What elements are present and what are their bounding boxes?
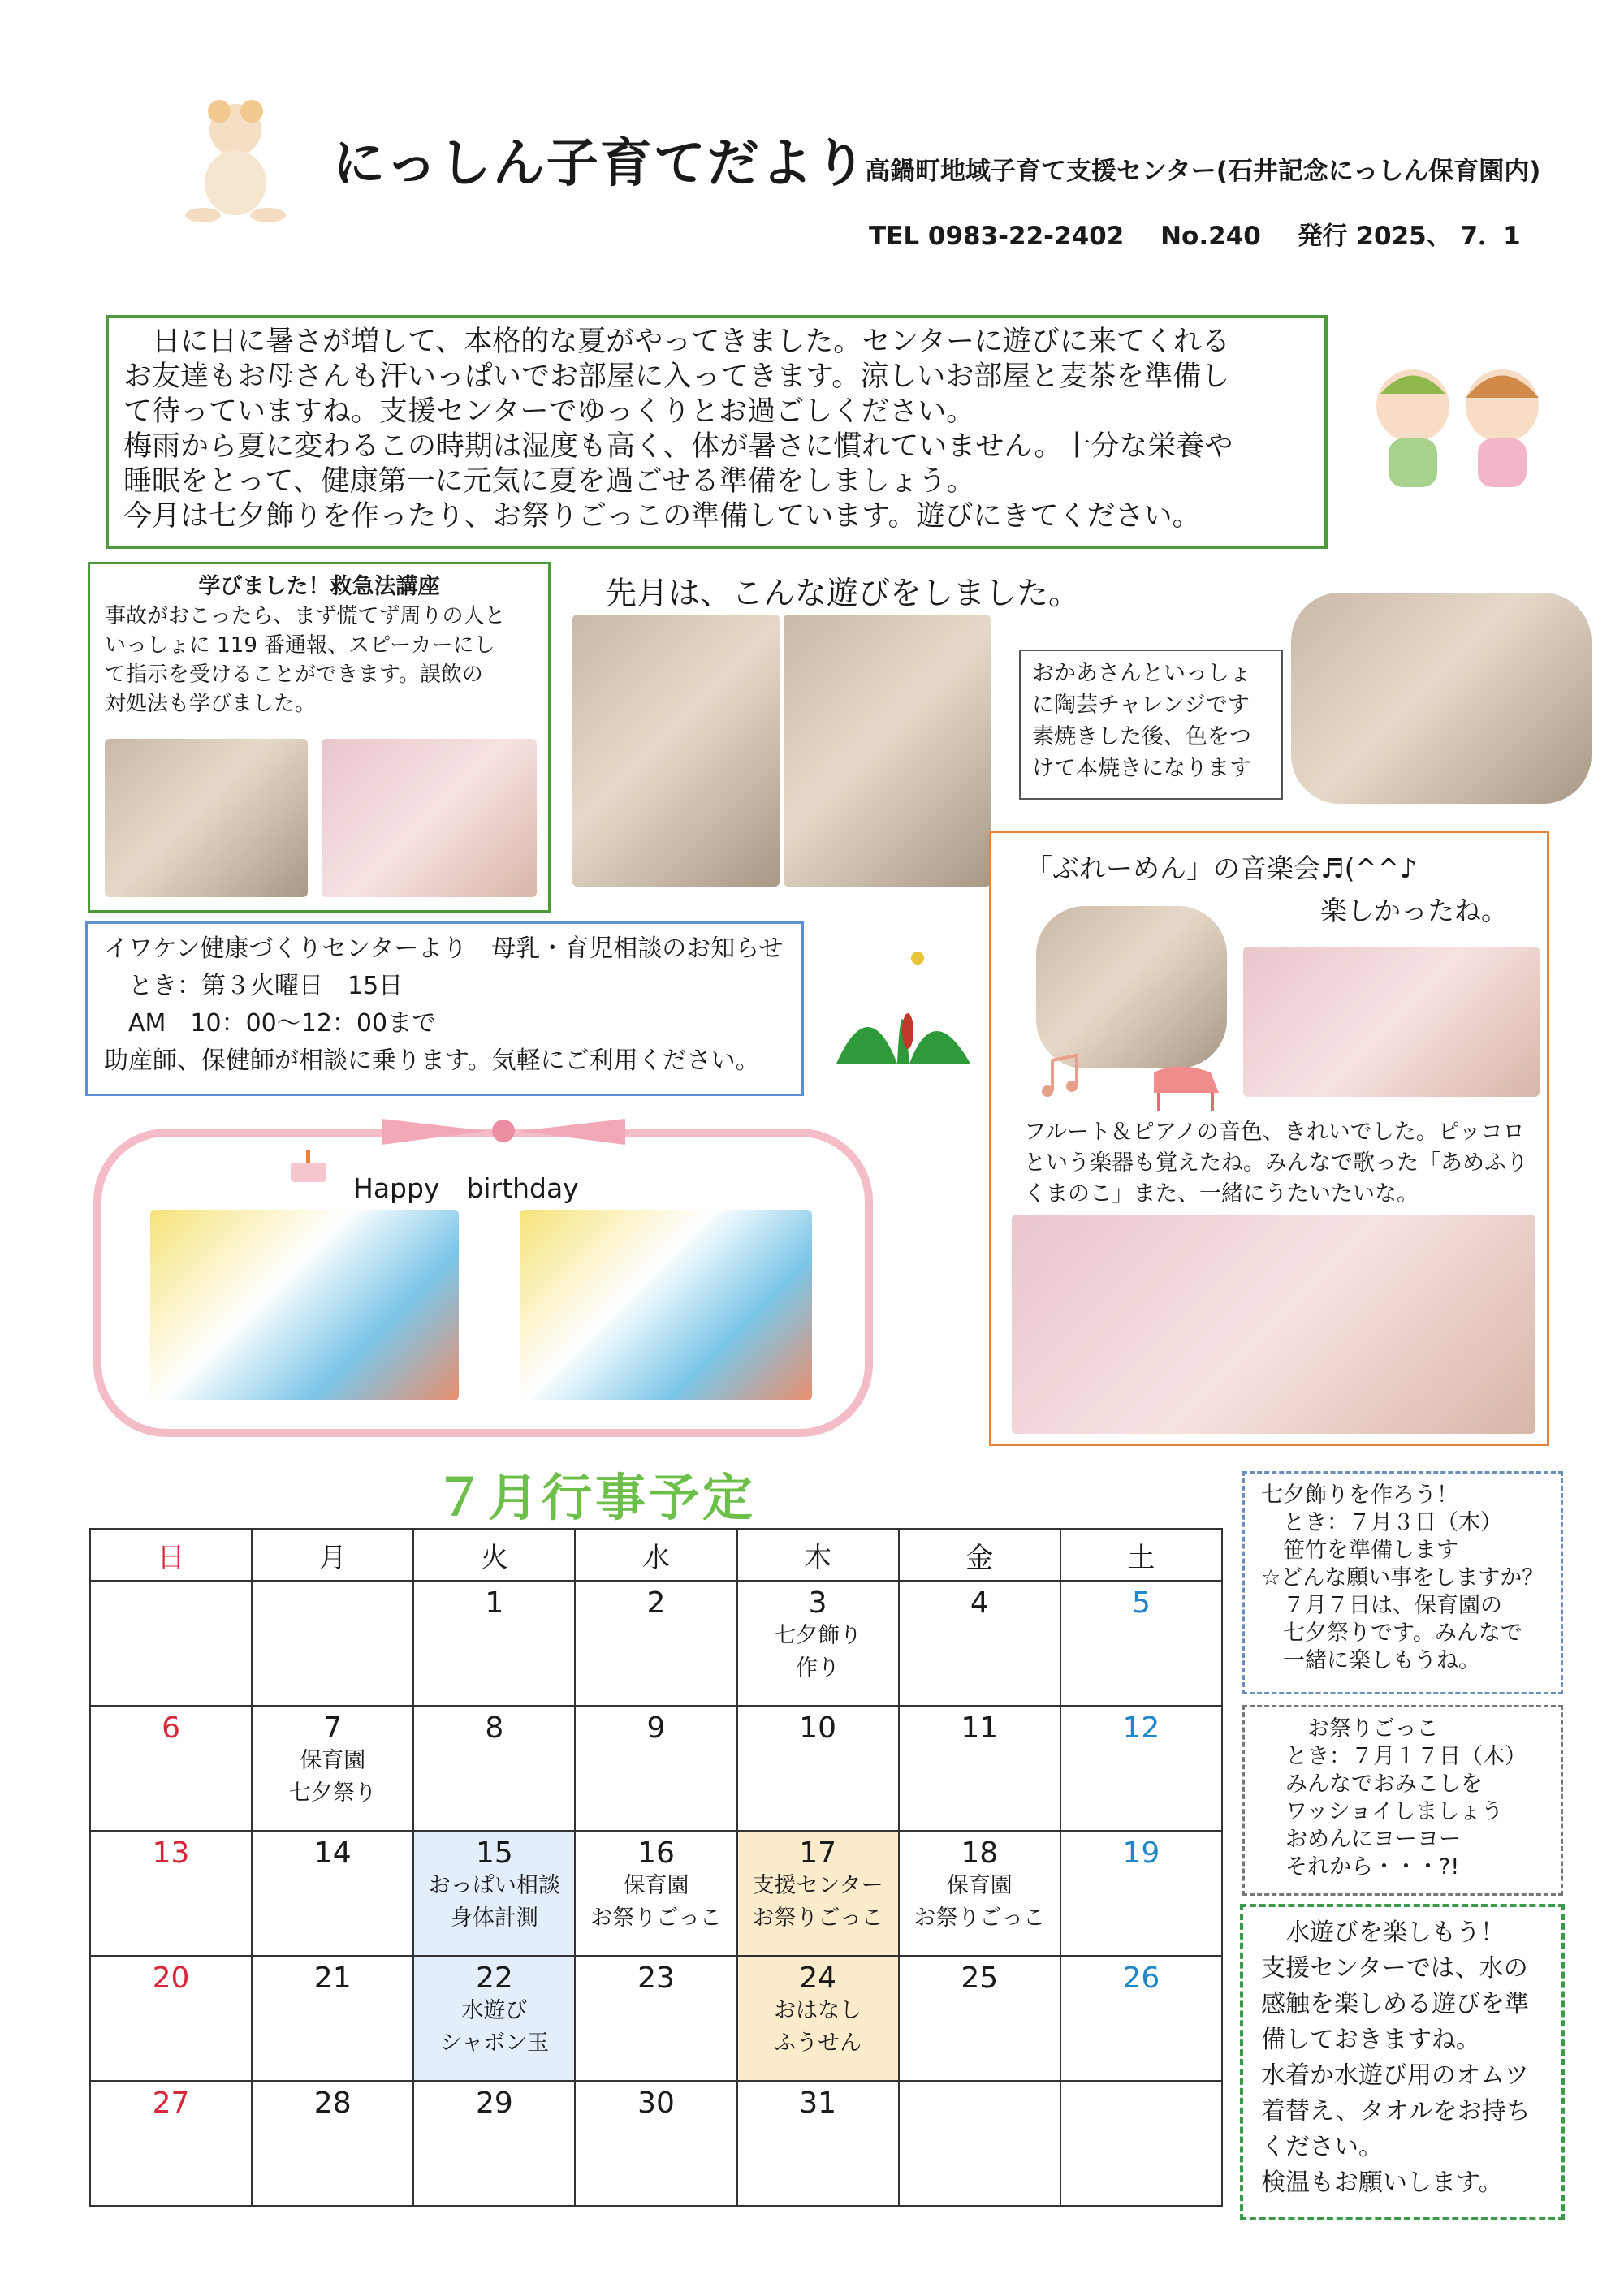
calendar-day-number: 31 [799, 2087, 837, 2120]
weekday-header: 金 [899, 1529, 1060, 1581]
calendar-day-number: 14 [313, 1836, 352, 1870]
pottery-caption-box [1019, 650, 1283, 800]
first-aid-text [105, 602, 533, 719]
weekday-header: 土 [1060, 1529, 1222, 1581]
calendar-day-number: 18 [961, 1836, 999, 1870]
calendar-day-cell [737, 1581, 899, 1706]
intro-line: て待っていますね。支援センターでゆっくりとお過ごしください。 [123, 395, 975, 428]
tanabata-line: とき：７月３日（木） [1261, 1510, 1502, 1535]
calendar-day-cell [90, 1831, 252, 1956]
water-line: ください。 [1261, 2133, 1383, 2161]
first-aid-photo-2 [322, 739, 537, 897]
water-line: 水遊びを楽しもう！ [1285, 1918, 1505, 1947]
calendar-event: シャボン玉 [439, 2031, 550, 2056]
intro-line: 睡眠をとって、健康第一に元気に夏を過ごせる準備をしましょう。 [123, 465, 975, 498]
calendar-day-cell [1060, 1831, 1222, 1956]
calendar-event: 水遊び [461, 1998, 528, 2023]
calendar-week-row [90, 2081, 1222, 2206]
calendar-day-number: 15 [475, 1836, 513, 1870]
calendar-day-number: 3 [808, 1586, 827, 1620]
contact-line [869, 215, 1548, 252]
intro-line: 梅雨から夏に変わるこの時期は湿度も高く、体が暑さに慣れていません。十分な栄養や [123, 430, 1233, 463]
consult-note: 助産師、保健師が相談に乗ります。気軽にご利用ください。 [104, 1047, 760, 1075]
consult-when: とき：第３火曜日 15日 [104, 972, 404, 1000]
concert-group-photo [1012, 1215, 1535, 1434]
calendar-day-cell [252, 1831, 413, 1956]
calendar-event: 作り [796, 1655, 840, 1681]
calendar-event: 七夕飾り [774, 1623, 862, 1648]
water-line: 着替え、タオルをお持ち [1261, 2097, 1531, 2126]
calendar-day-cell [899, 1831, 1060, 1956]
calendar-day-cell [1060, 1581, 1222, 1706]
calendar-event: お祭りごっこ [590, 1905, 722, 1931]
water-line: 備しておきますね。 [1261, 2026, 1480, 2054]
calendar-day-cell [737, 1706, 899, 1831]
handprint-photo-1 [572, 615, 780, 887]
concert-section [989, 831, 1549, 1446]
calendar-day-cell [1060, 2081, 1222, 2206]
piano-icon [1146, 1056, 1227, 1113]
tanabata-line: ☆どんな願い事をしますか？ [1261, 1565, 1544, 1590]
calendar-day-cell [575, 1581, 736, 1706]
calendar-day-number: 11 [961, 1711, 999, 1745]
calendar-event: ふうせん [774, 2031, 862, 2056]
weekday-header: 日 [90, 1529, 252, 1581]
calendar-day-cell [575, 2081, 736, 2206]
pottery-line: に陶芸チャレンジです [1032, 693, 1250, 718]
calendar-day-number: 8 [485, 1711, 504, 1745]
tanabata-line: 笹竹を準備します [1261, 1538, 1458, 1563]
calendar-day-number: 21 [313, 1962, 352, 1995]
birthday-photo-2 [520, 1210, 812, 1400]
intro-message-box [106, 315, 1328, 549]
calendar-week-row [90, 1581, 1222, 1706]
concert-line: という楽器も覚えたね。みんなで歌った「あめふり [1024, 1150, 1528, 1176]
concert-line: くまのこ」また、一緒にうたいたいな。 [1024, 1181, 1419, 1206]
first-aid-line: いっしょに 119 番通報、スピーカーにし [105, 633, 495, 658]
calendar-day-cell [90, 1581, 252, 1706]
concert-photo-1 [1036, 906, 1227, 1068]
calendar-day-cell [737, 1831, 899, 1956]
calendar-day-number: 23 [637, 1962, 675, 1995]
festival-line: おめんにヨーヨー [1285, 1827, 1461, 1852]
calendar-event: お祭りごっこ [752, 1905, 883, 1931]
festival-line: お祭りごっこ [1285, 1716, 1439, 1741]
intro-line: 日に日に暑さが増して、本格的な夏がやってきました。センターに遊びに来てくれる [123, 326, 1230, 358]
calendar-day-cell [737, 1956, 899, 2081]
calendar-day-number: 1 [485, 1586, 504, 1620]
pottery-photo [1291, 593, 1592, 804]
calendar-day-cell [899, 1956, 1060, 2081]
calendar-day-cell [90, 1706, 252, 1831]
first-aid-line: 事故がおこったら、まず慌てず周りの人と [105, 604, 506, 628]
weekday-header: 火 [413, 1529, 575, 1581]
first-aid-section [88, 562, 551, 913]
calendar-day-number: 25 [961, 1962, 999, 1995]
ribbon-bow-icon [382, 1111, 625, 1151]
calendar-day-cell [252, 2081, 413, 2206]
water-line: 支援センターでは、水の [1261, 1954, 1528, 1983]
tanabata-info-box [1242, 1471, 1563, 1694]
calendar-event: 支援センター [752, 1873, 883, 1898]
concert-line: フルート＆ピアノの音色、きれいでした。ピッコロ [1024, 1120, 1525, 1145]
calendar-day-number: 10 [799, 1711, 837, 1745]
concert-text [1024, 1117, 1544, 1210]
calendar-day-cell [90, 2081, 252, 2206]
calendar-day-cell [413, 1581, 575, 1706]
first-aid-title: 学びました！救急法講座 [198, 574, 440, 599]
concert-photo-2 [1243, 947, 1540, 1097]
pottery-line: 素焼きした後、色をつ [1032, 724, 1251, 749]
consult-title: イワケン健康づくりセンターより 母乳・育児相談のお知らせ [104, 934, 784, 963]
festival-info-box [1242, 1705, 1563, 1896]
first-aid-line: て指示を受けることができます。誤飲の [105, 662, 483, 687]
calendar-day-number: 28 [313, 2087, 352, 2120]
calendar-day-number: 17 [799, 1836, 837, 1870]
calendar-day-cell [413, 1831, 575, 1956]
birthday-label: Happy birthday [353, 1172, 579, 1204]
weekday-header: 水 [575, 1529, 736, 1581]
calendar-day-number: 16 [637, 1836, 675, 1870]
calendar-day-number: 6 [162, 1711, 181, 1745]
calendar-day-cell [737, 2081, 899, 2206]
water-line: 感触を楽しめる遊びを準 [1261, 1990, 1529, 2018]
water-line: 水着か水遊び用のオムツ [1261, 2061, 1529, 2090]
festival-line: それから・・・?! [1285, 1854, 1460, 1880]
festival-line: ワッショイしましょう [1285, 1799, 1504, 1824]
calendar-event: おはなし [774, 1998, 862, 2023]
calendar-week-row [90, 1831, 1222, 1956]
calendar-day-number: 27 [152, 2087, 190, 2120]
calendar-day-cell [413, 2081, 575, 2206]
calendar-day-cell [413, 1956, 575, 2081]
festival-line: みんなでおみこしを [1285, 1772, 1483, 1797]
water-line: 検温もお願いします。 [1261, 2169, 1503, 2197]
calendar-event: 保育園 [623, 1873, 689, 1898]
calendar-day-cell [575, 1831, 736, 1956]
baby-mascot-illustration [175, 93, 296, 223]
calendar-event: お祭りごっこ [914, 1905, 1045, 1931]
breastfeeding-consultation-box [85, 921, 804, 1096]
calendar-day-cell [899, 2081, 1060, 2206]
weekday-header: 木 [737, 1529, 899, 1581]
first-aid-line: 対処法も学びました。 [105, 692, 317, 716]
july-calendar [89, 1528, 1223, 2207]
calendar-week-row [90, 1956, 1222, 2081]
phone-number: TEL 0983-22-2402 [869, 222, 1125, 251]
handprint-photo-2 [784, 615, 991, 887]
consult-time: AM 10：00～12：00まで [104, 1009, 437, 1038]
calendar-event: 七夕祭り [288, 1780, 377, 1806]
calendar-day-cell [252, 1706, 413, 1831]
last-month-heading: 先月は、こんな遊びをしました。 [605, 576, 1081, 612]
calendar-day-cell [1060, 1956, 1222, 2081]
calendar-day-number: 20 [152, 1962, 190, 1995]
concert-subtitle: 楽しかったね。 [1320, 895, 1508, 926]
calendar-event: 保育園 [300, 1748, 366, 1773]
calendar-day-number: 7 [323, 1711, 343, 1745]
calendar-day-number: 2 [646, 1586, 666, 1620]
calendar-day-number: 26 [1122, 1962, 1160, 1995]
issue-number: No.240 [1160, 222, 1261, 251]
festival-line: とき：７月１７日（木） [1285, 1744, 1527, 1769]
calendar-day-number: 4 [970, 1586, 989, 1620]
first-aid-photo-1 [105, 739, 308, 897]
grass-firefly-illustration [820, 942, 983, 1072]
tanabata-line: 七夕飾りを作ろう！ [1261, 1482, 1458, 1508]
music-note-icon [1036, 1052, 1085, 1101]
water-play-info-box [1240, 1904, 1565, 2220]
tanabata-line: 一緒に楽しもうね。 [1261, 1648, 1480, 1673]
pottery-line: おかあさんといっしょ [1032, 661, 1251, 686]
pottery-line: けて本焼きになります [1032, 756, 1251, 781]
calendar-day-cell [90, 1956, 252, 2081]
birthday-photo-1 [150, 1210, 459, 1400]
calendar-day-number: 13 [152, 1836, 190, 1870]
calendar-day-cell [899, 1706, 1060, 1831]
calendar-event: おっぱい相談 [428, 1873, 560, 1898]
concert-title: 「ぶれーめん」の音楽会♬(^^♪ [1026, 852, 1417, 884]
calendar-day-number: 30 [637, 2087, 675, 2120]
calendar-day-number: 19 [1122, 1836, 1160, 1870]
intro-line: お友達もお母さんも汗いっぱいでお部屋に入ってきます。涼しいお部屋と麦茶を準備し [123, 360, 1230, 393]
calendar-day-number: 9 [646, 1711, 666, 1745]
calendar-day-cell [575, 1706, 736, 1831]
calendar-day-number: 24 [799, 1962, 837, 1995]
tanabata-line: ７月７日は、保育園の [1261, 1593, 1502, 1618]
organization-name: 高鍋町地域子育て支援センター(石井記念にっしん保育園内) [865, 157, 1541, 186]
calendar-day-cell [1060, 1706, 1222, 1831]
tanabata-line: 七夕祭りです。みんなで [1261, 1621, 1522, 1646]
newsletter-title: にっしん子育てだより [333, 134, 868, 194]
two-children-illustration [1352, 349, 1563, 503]
calendar-day-cell [575, 1956, 736, 2081]
weekday-header: 月 [252, 1529, 413, 1581]
calendar-day-cell [899, 1581, 1060, 1706]
issue-date: 発行 2025、 7．1 [1297, 222, 1521, 251]
calendar-day-number: 22 [475, 1962, 513, 1995]
calendar-day-number: 5 [1131, 1586, 1151, 1620]
calendar-day-cell [252, 1956, 413, 2081]
calendar-event: 保育園 [946, 1873, 1013, 1898]
calendar-day-cell [252, 1581, 413, 1706]
calendar-day-number: 29 [475, 2087, 513, 2120]
calendar-day-cell [413, 1706, 575, 1831]
calendar-day-number: 12 [1122, 1711, 1160, 1745]
intro-line: 今月は七夕飾りを作ったり、お祭りごっこの準備しています。遊びにきてください。 [123, 500, 1201, 533]
cake-icon [284, 1145, 333, 1185]
calendar-event: 身体計測 [450, 1905, 538, 1931]
calendar-week-row [90, 1706, 1222, 1831]
calendar-title: ７月行事予定 [434, 1468, 757, 1527]
